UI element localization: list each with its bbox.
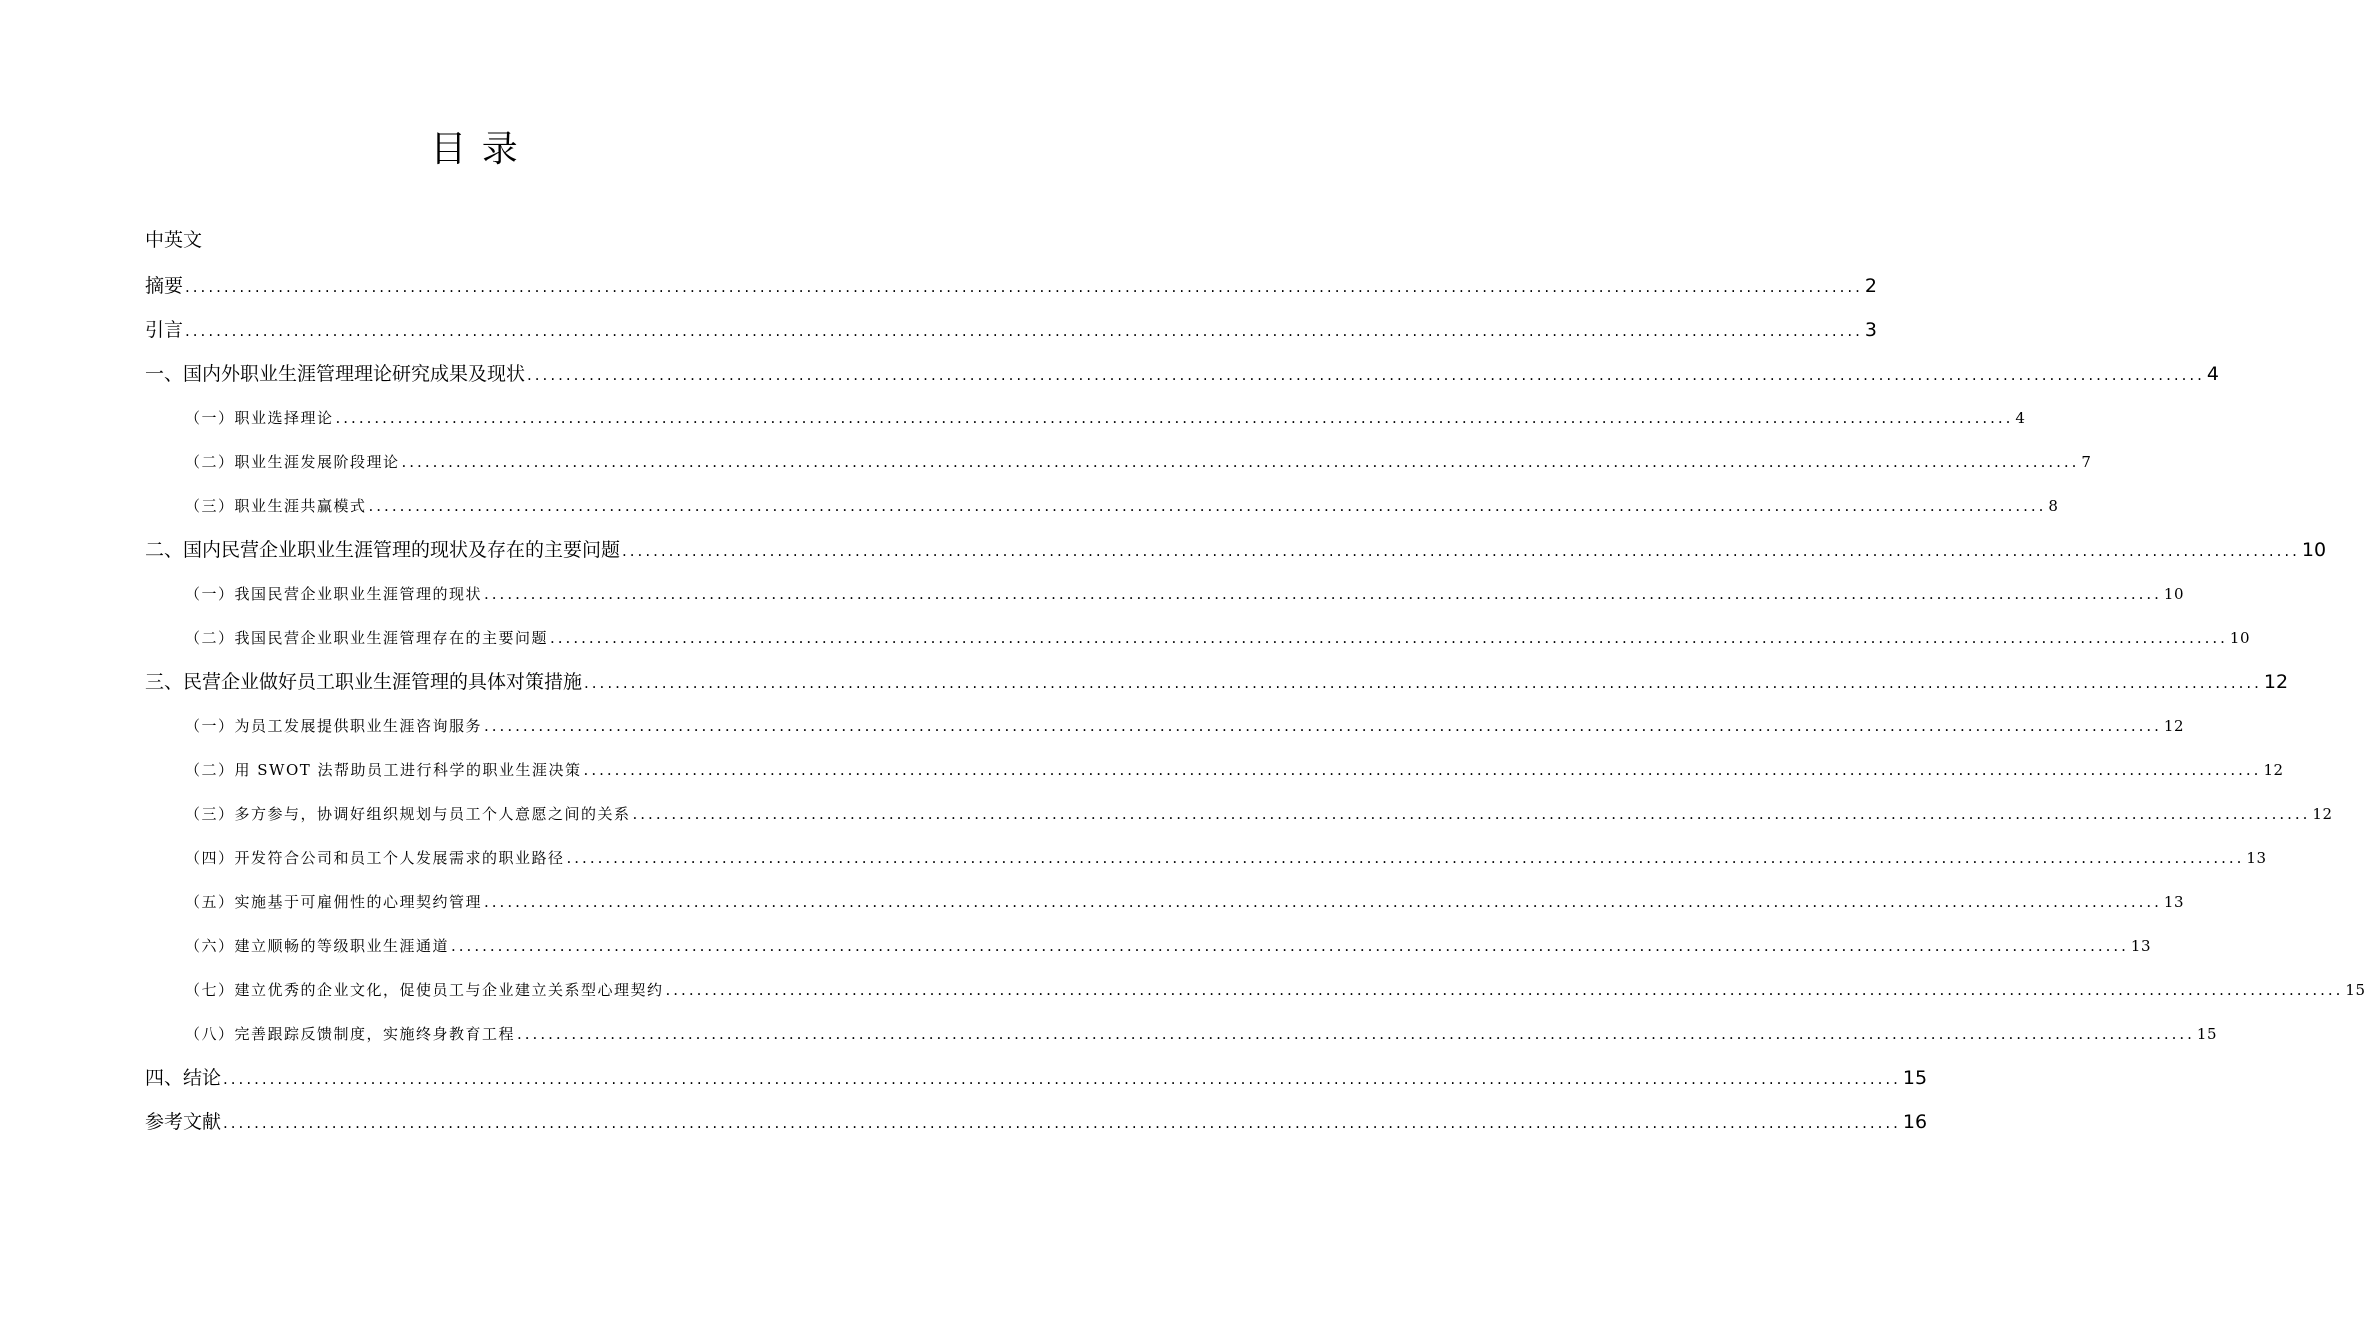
toc-entry-section-3-5[interactable] (145, 880, 2185, 924)
page-title: 目 录 (430, 129, 520, 170)
toc-page-number: 10 (2163, 585, 2185, 603)
toc-entry-section-1-2[interactable] (145, 440, 2092, 484)
toc-entry-label: （二）我国民营企业职业生涯管理存在的主要问题 (185, 629, 549, 647)
toc-page-number: 4 (2206, 363, 2220, 385)
dot-leader: ........................................................................................................................................................................................................................ (401, 453, 2080, 471)
toc-entry-section-2-2[interactable] (145, 616, 2251, 660)
toc-entry-label: 一、国内外职业生涯管理理论研究成果及现状 (145, 363, 526, 385)
dot-leader: ........................................................................................................................................................................................................................ (665, 981, 2344, 999)
toc-entry-label: 引言 (145, 319, 184, 341)
dot-leader: ........................................................................................................................................................................................................................ (583, 761, 2262, 779)
toc-page-number: 12 (2312, 805, 2333, 823)
toc-entry-chapter-3[interactable] (145, 660, 2289, 704)
toc-entry-label: 参考文献 (145, 1111, 222, 1133)
toc-page-number: 10 (2301, 539, 2327, 561)
toc-entry-label: （三）多方参与，协调好组织规划与员工个人意愿之间的关系 (185, 805, 631, 823)
toc-page-number: 15 (2196, 1025, 2218, 1043)
toc-page-number: 15 (2345, 981, 2366, 999)
toc-entry-section-2-1[interactable] (145, 572, 2185, 616)
toc-entry-label: 中英文 (145, 229, 203, 251)
toc-entry-label: 四、结论 (145, 1067, 222, 1089)
toc-entry-label: （二）用 SWOT 法帮助员工进行科学的职业生涯决策 (185, 761, 582, 779)
toc-entry-label: （八）完善跟踪反馈制度，实施终身教育工程 (185, 1025, 516, 1043)
toc-entry-cn-en[interactable] (145, 218, 807, 264)
dot-leader: ........................................................................................................................................................................................................................ (584, 674, 2262, 692)
dot-leader: ........................................................................................................................................................................................................................ (550, 629, 2228, 647)
dot-leader: ........................................................................................................................................................................................................................ (451, 937, 2129, 955)
dot-leader: ........................................................................................................................................................................................................................ (484, 893, 2162, 911)
toc-entry-label: 三、民营企业做好员工职业生涯管理的具体对策措施 (145, 671, 583, 693)
table-of-contents (145, 218, 2366, 1144)
toc-entry-conclusion[interactable] (145, 1056, 1928, 1100)
toc-entry-label: （三）职业生涯共赢模式 (185, 497, 367, 515)
toc-entry-section-3-7[interactable] (145, 968, 2366, 1012)
toc-page-number: 16 (1902, 1111, 1928, 1133)
toc-entry-section-1-1[interactable] (145, 396, 2026, 440)
toc-page-number: 13 (2163, 893, 2185, 911)
toc-entry-section-3-1[interactable] (145, 704, 2185, 748)
toc-entry-label: （二）职业生涯发展阶段理论 (185, 453, 400, 471)
toc-entry-section-3-3[interactable] (145, 792, 2333, 836)
dot-leader: ........................................................................................................................................................................................................................ (223, 1114, 1901, 1132)
toc-page-number: 12 (2263, 761, 2284, 779)
toc-page-number: 4 (2015, 409, 2026, 427)
toc-entry-label: 二、国内民营企业职业生涯管理的现状及存在的主要问题 (145, 539, 621, 561)
dot-leader: ........................................................................................................................................................................................................................ (517, 1025, 2195, 1043)
toc-page-number: 15 (1902, 1067, 1928, 1089)
toc-entry-label: （四）开发符合公司和员工个人发展需求的职业路径 (185, 849, 565, 867)
toc-page-number: 12 (2163, 717, 2185, 735)
toc-entry-chapter-1[interactable] (145, 352, 2220, 396)
dot-leader: ........................................................................................................................................................................................................................ (527, 366, 2205, 384)
toc-page-number: 8 (2048, 497, 2059, 515)
toc-page-number: 10 (2229, 629, 2251, 647)
toc-page-number: 12 (2263, 671, 2289, 693)
dot-leader: ........................................................................................................................................................................................................................ (632, 805, 2311, 823)
dot-leader: ........................................................................................................................................................................................................................ (223, 1070, 1901, 1088)
dot-leader: ........................................................................................................................................................................................................................ (484, 585, 2162, 603)
dot-leader: ........................................................................................................................................................................................................................ (484, 717, 2162, 735)
toc-page-number: 3 (1864, 319, 1878, 341)
toc-entry-abstract[interactable] (145, 264, 1878, 308)
toc-entry-label: （七）建立优秀的企业文化，促使员工与企业建立关系型心理契约 (185, 981, 664, 999)
dot-leader: ........................................................................................................................................................................................................................ (368, 497, 2047, 515)
toc-page-number: 7 (2081, 453, 2092, 471)
toc-entry-label: （五）实施基于可雇佣性的心理契约管理 (185, 893, 483, 911)
toc-entry-introduction[interactable] (145, 308, 1878, 352)
toc-page-number: 2 (1864, 275, 1878, 297)
dot-leader: ........................................................................................................................................................................................................................ (335, 409, 2014, 427)
toc-entry-label: 摘要 (145, 275, 184, 297)
toc-entry-references[interactable] (145, 1100, 1928, 1144)
toc-entry-label: （一）我国民营企业职业生涯管理的现状 (185, 585, 483, 603)
toc-entry-section-3-2[interactable] (145, 748, 2284, 792)
dot-leader: ........................................................................................................................................................................................................................ (185, 322, 1863, 340)
toc-entry-section-3-4[interactable] (145, 836, 2267, 880)
toc-entry-section-3-6[interactable] (145, 924, 2152, 968)
dot-leader: ........................................................................................................................................................................................................................ (566, 849, 2245, 867)
toc-entry-section-3-8[interactable] (145, 1012, 2218, 1056)
toc-entry-label: （一）为员工发展提供职业生涯咨询服务 (185, 717, 483, 735)
dot-leader: ........................................................................................................................................................................................................................ (185, 278, 1863, 296)
toc-entry-chapter-2[interactable] (145, 528, 2327, 572)
toc-entry-label: （一）职业选择理论 (185, 409, 334, 427)
toc-page-number: 13 (2246, 849, 2267, 867)
toc-page-number: 13 (2130, 937, 2152, 955)
toc-entry-section-1-3[interactable] (145, 484, 2059, 528)
toc-entry-label: （六）建立顺畅的等级职业生涯通道 (185, 937, 450, 955)
dot-leader: ........................................................................................................................................................................................................................ (622, 542, 2300, 560)
